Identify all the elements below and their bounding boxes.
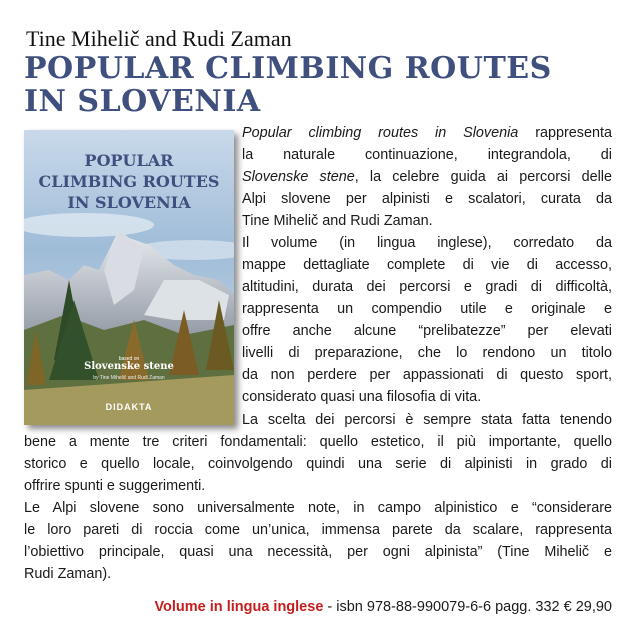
body-line: [242, 166, 612, 188]
book-details: [154, 596, 612, 618]
body-line: rappresenta un compendio utile e originale e: [242, 301, 612, 317]
cover-title-line: CLIMBING ROUTES: [38, 172, 220, 191]
body-line: Il volume (in lingua inglese), corredato da: [242, 235, 612, 251]
body-line: La scelta dei percorsi è sempre stata fatta tenendo: [242, 412, 612, 428]
body-line: bene a mente tre criteri fondamentali: quello estetico, il più importante, quello: [24, 434, 612, 450]
body-line: la naturale continuazione, integrandola, di: [242, 147, 612, 163]
body-line: [242, 122, 612, 144]
cover-publisher-logo: DIDAKTA: [105, 402, 153, 412]
body-line: le loro pareti di roccia come un’unica, immensa parete da scalare, rappresenta: [24, 522, 612, 538]
text: , la celebre guida ai percorsi delle: [354, 169, 612, 185]
isbn-price: - isbn 978-88-990079-6-6 pagg. 332 € 29,90: [323, 599, 612, 615]
book-title: [24, 52, 552, 118]
body-line: livelli di preparazione, che lo rendono un titolo: [242, 345, 612, 361]
cover-title-line: IN SLOVENIA: [67, 193, 191, 212]
body-line: Tine Mihelič and Rudi Zaman.: [242, 213, 433, 229]
body-line: altitudini, durata dei percorsi e gradi di difficoltà,: [242, 279, 612, 295]
cover-source-title: Slovenske stene: [84, 361, 174, 372]
book-cover-image: [24, 130, 234, 425]
body-line: considerato quasi una filosofia di vita.: [242, 389, 482, 405]
body-line: mappe dettagliate complete di vie di accesso,: [242, 257, 612, 273]
body-line: Alpi slovene per alpinisti e scalatori, curata da: [242, 191, 612, 207]
cover-authors: by Tine Mihelič and Rudi Zaman: [93, 375, 165, 381]
cover-title-line: POPULAR: [84, 151, 174, 170]
title-line-2: IN SLOVENIA: [24, 84, 261, 119]
body-line: offre anche alcune “prelibatezze” per elevati: [242, 323, 612, 339]
body-line: offrire spunti e suggerimenti.: [24, 478, 206, 494]
language-highlight: Volume in lingua inglese: [154, 599, 324, 615]
cover-title: [24, 150, 234, 213]
body-line: storico e quello locale, coinvolgendo quindi una serie di alpinisti in grado di: [24, 456, 612, 472]
body-line: l’obiettivo principale, quasi una necessità, per ogni alpinista” (Tine Mihelič e: [24, 544, 612, 560]
body-line: da non perdere per appassionati di questo sport,: [242, 367, 612, 383]
body-line: Le Alpi slovene sono universalmente note, in campo alpinistico e “considerare: [24, 500, 612, 516]
book-title-italic: Popular climbing routes in Slovenia: [242, 125, 519, 141]
body-line: Rudi Zaman).: [24, 566, 112, 582]
title-line-1: POPULAR CLIMBING ROUTES: [24, 51, 552, 86]
author-line: Tine Mihelič and Rudi Zaman: [26, 26, 292, 51]
cover-based-on: based on: [118, 356, 140, 362]
source-title-italic: Slovenske stene: [242, 169, 355, 185]
text: rappresenta: [518, 125, 612, 141]
